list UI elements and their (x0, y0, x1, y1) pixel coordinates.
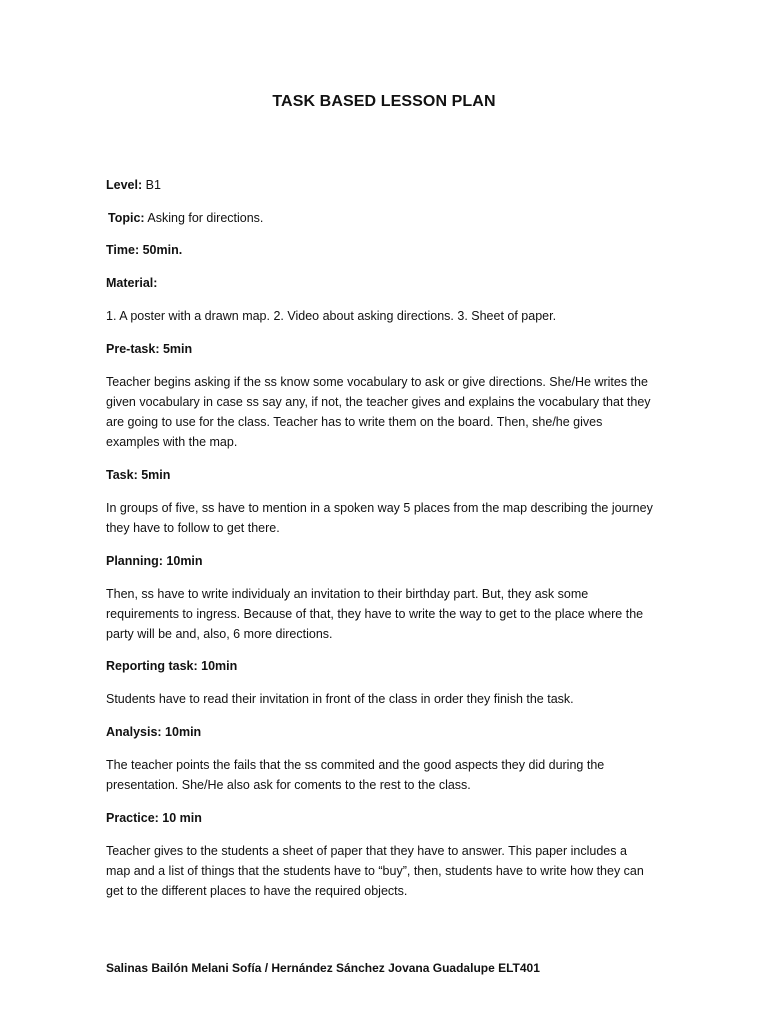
analysis-paragraph (106, 755, 666, 795)
paragraph-line: given vocabulary in case ss say any, if not, the teacher gives and explains the vocabulary that they (106, 395, 651, 409)
paragraph-line: presentation. She/He also ask for coments to the rest to the class. (106, 778, 471, 792)
paragraph-line: In groups of five, ss have to mention in a spoken way 5 places from the map describing the journey (106, 501, 653, 515)
paragraph-line: they have to follow to get there. (106, 521, 280, 535)
analysis-heading: Analysis: 10min (106, 725, 202, 739)
paragraph-line: get to the different places to have the required objects. (106, 884, 408, 898)
paragraph-line: Teacher gives to the students a sheet of paper that they have to answer. This paper includes a (106, 844, 627, 858)
paragraph-line: The teacher points the fails that the ss commited and the good aspects they did during the (106, 758, 605, 772)
document-footer: Salinas Bailón Melani Sofía / Hernández Sánchez Jovana Guadalupe ELT401 (106, 961, 540, 975)
paragraph-line: examples with the map. (106, 435, 238, 449)
time-line (106, 240, 182, 260)
level-value: B1 (145, 178, 161, 192)
pre-task-heading: Pre-task: 5min (106, 342, 193, 356)
paragraph-line: party will be and, also, 6 more directions. (106, 627, 333, 641)
planning-heading: Planning: 10min (106, 554, 203, 568)
material-items: 1. A poster with a drawn map. 2. Video about asking directions. 3. Sheet of paper. (106, 309, 557, 323)
paragraph-line: are going to use for the class. Teacher has to write them on the board. Then, she/he gives (106, 415, 603, 429)
reporting-task-heading: Reporting task: 10min (106, 659, 238, 673)
topic-value: Asking for directions. (147, 211, 264, 225)
practice-heading: Practice: 10 min (106, 811, 202, 825)
topic-label: Topic: (108, 211, 145, 225)
task-heading: Task: 5min (106, 468, 171, 482)
paragraph-line: Students have to read their invitation in front of the class in order they finish the task. (106, 692, 574, 706)
reporting-task-paragraph (106, 689, 666, 709)
paragraph-line: Teacher begins asking if the ss know some vocabulary to ask or give directions. She/He writes the (106, 375, 648, 389)
pre-task-paragraph (106, 372, 666, 452)
topic-line (108, 208, 263, 228)
task-paragraph (106, 498, 666, 538)
document-title: TASK BASED LESSON PLAN (272, 93, 496, 110)
planning-paragraph (106, 584, 666, 644)
level-label: Level: (106, 178, 143, 192)
level-line (106, 175, 161, 195)
paragraph-line: Then, ss have to write individualy an invitation to their birthday part. But, they ask some (106, 587, 589, 601)
material-heading: Material: (106, 276, 158, 290)
paragraph-line: map and a list of things that the students have to “buy”, then, students have to write how they can (106, 864, 644, 878)
time-label: Time: 50min. (106, 243, 183, 257)
practice-paragraph (106, 841, 666, 901)
paragraph-line: requirements to ingress. Because of that, they have to write the way to get to the place where the (106, 607, 644, 621)
